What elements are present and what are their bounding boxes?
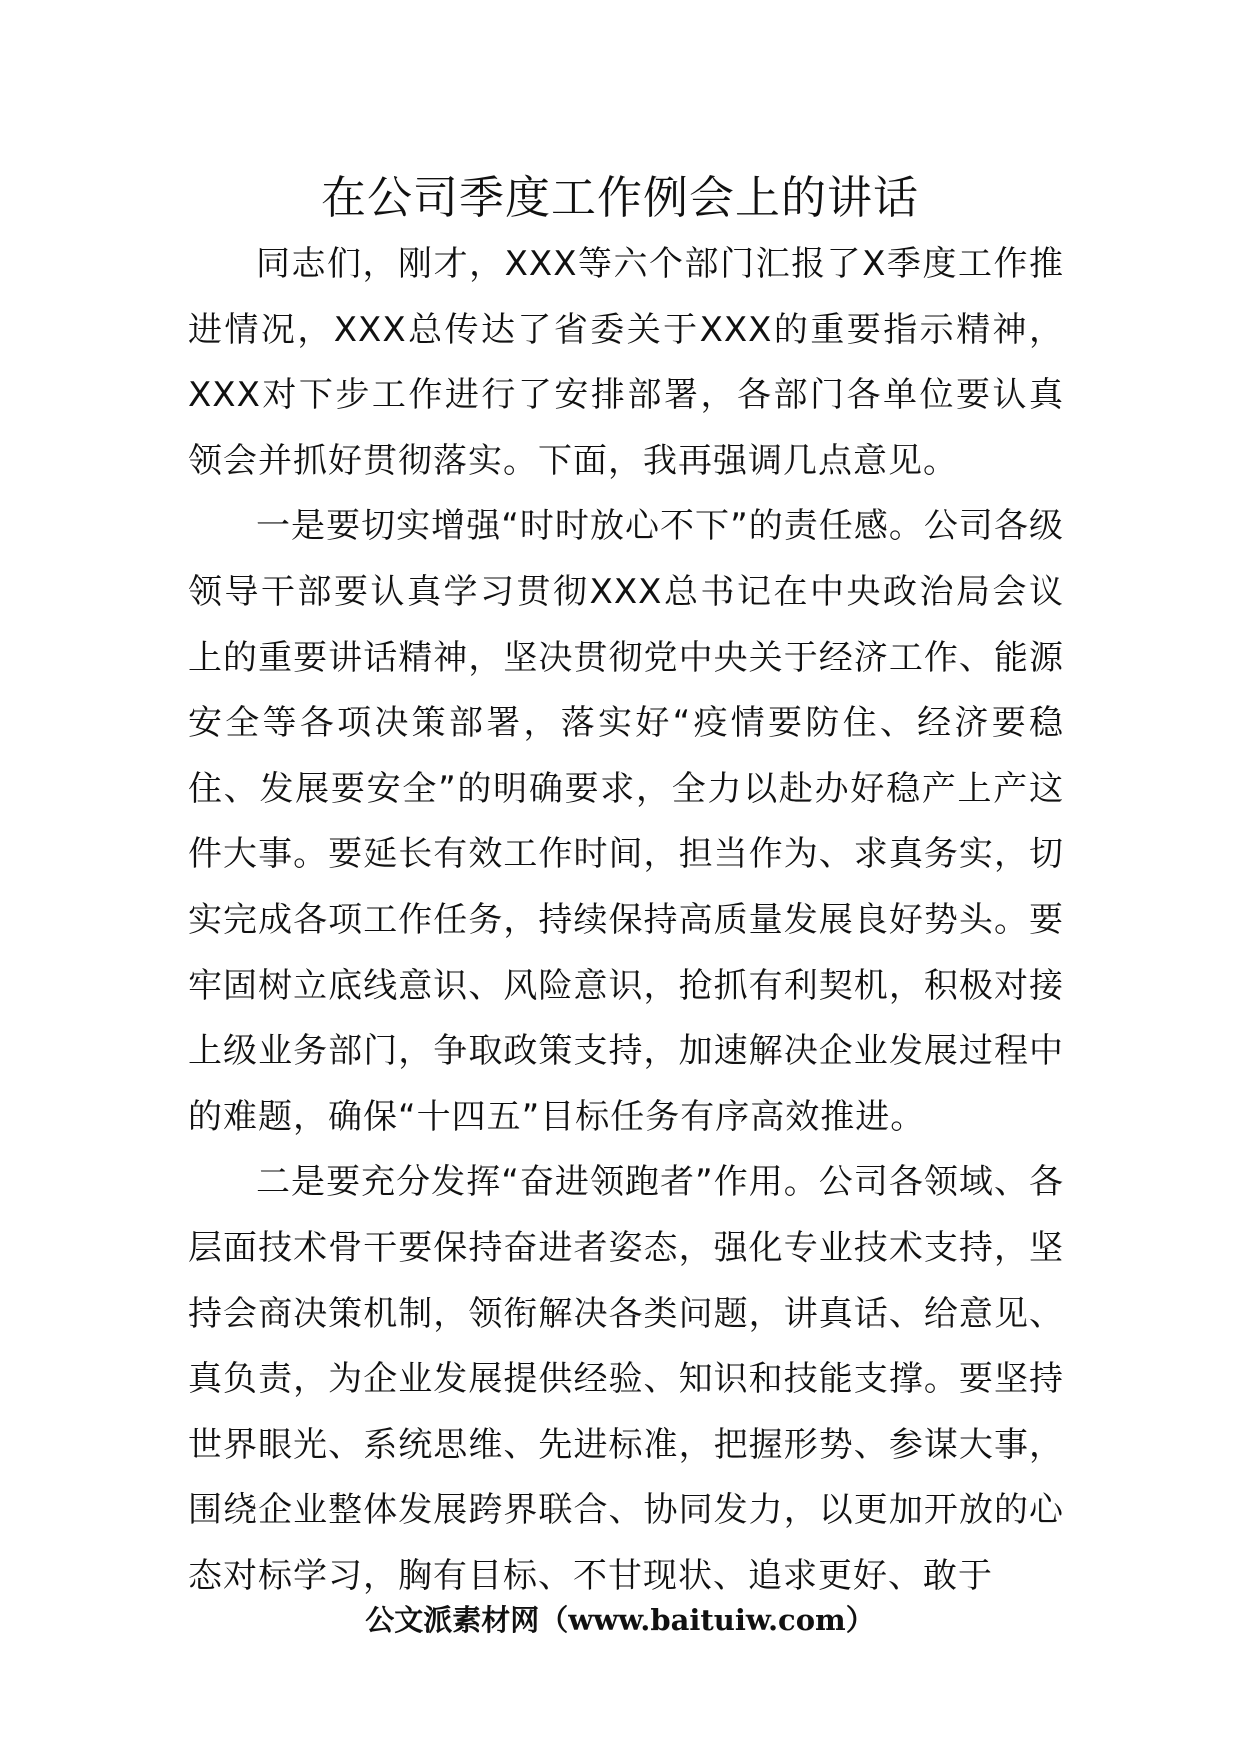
paragraph-intro: 同志们，刚才，XXX等六个部门汇报了X季度工作推进情况，XXX总传达了省委关于XXX的重要指示精神，XXX对下步工作进行了安排部署，各部门各单位要认真领会并抓好贯彻落实。下面，我再强调几点意见。 bbox=[188, 244, 1064, 481]
document-body bbox=[188, 232, 1064, 1609]
paragraph-point-two: 二是要充分发挥“奋进领跑者”作用。公司各领域、各层面技术骨干要保持奋进者姿态，强化专业技术支持，坚持会商决策机制，领衔解决各类问题，讲真话、给意见、真负责，为企业发展提供经验、知识和技能支撑。要坚持世界眼光、系统思维、先进标准，把握形势、参谋大事，围绕企业整体发展跨界联合、协同发力，以更加开放的心态对标学习，胸有目标、不甘现状、追求更好、敢于 bbox=[188, 1162, 1064, 1596]
footer-watermark: 公文派素材网（www.baituiw.com） bbox=[365, 1603, 875, 1637]
document-title: 在公司季度工作例会上的讲话 bbox=[320, 171, 919, 224]
paragraph-point-one: 一是要切实增强“时时放心不下”的责任感。公司各级领导干部要认真学习贯彻XXX总书记在中央政治局会议上的重要讲话精神，坚决贯彻党中央关于经济工作、能源安全等各项决策部署，落实好“疫情要防住、经济要稳住、发展要安全”的明确要求，全力以赴办好稳产上产这件大事。要延长有效工作时间，担当作为、求真务实，切实完成各项工作任务，持续保持高质量发展良好势头。要牢固树立底线意识、风险意识，抢抓有利契机，积极对接上级业务部门，争取政策支持，加速解决企业发展过程中的难题，确保“十四五”目标任务有序高效推进。 bbox=[188, 506, 1064, 1137]
